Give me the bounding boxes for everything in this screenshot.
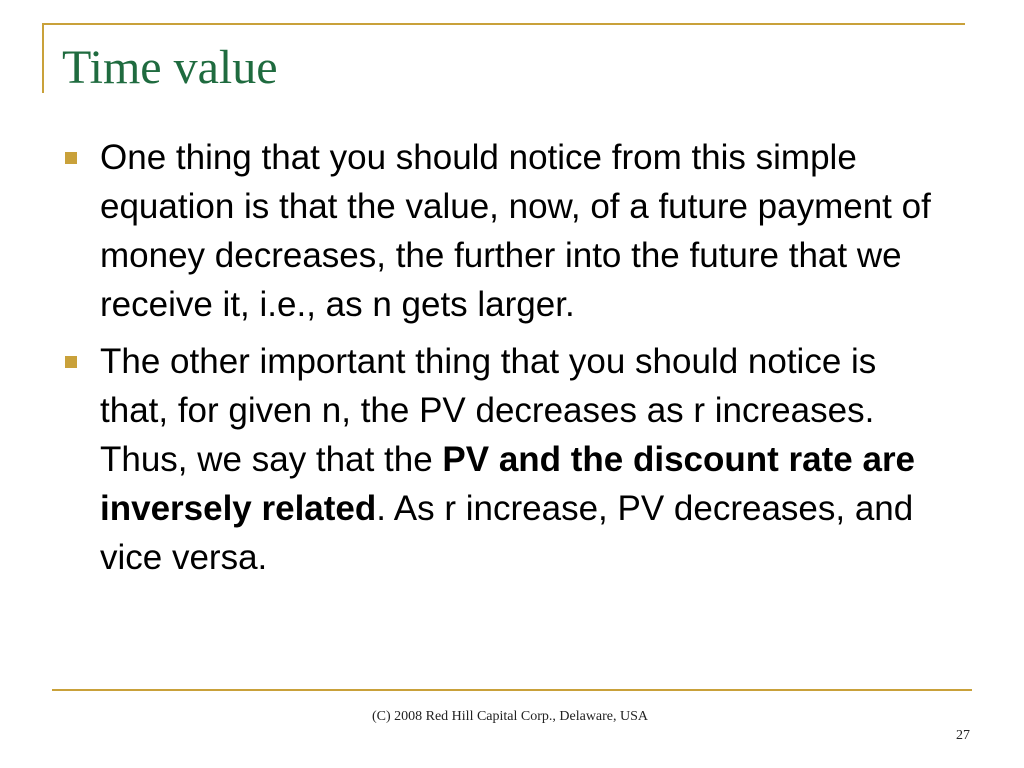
bullet-list bbox=[62, 133, 942, 590]
left-border-line bbox=[42, 23, 44, 93]
bullet-text-2-before: The other important thing that you should notice is that, for given n, the PV decreases as r increases. Thus, we say that the bbox=[100, 342, 877, 479]
bullet-text-2-bold: PV and the discount rate are inversely related bbox=[100, 440, 916, 528]
footer-copyright: (C) 2008 Red Hill Capital Corp., Delaware, USA bbox=[371, 709, 649, 724]
slide-title: Time value bbox=[62, 41, 278, 94]
bottom-border-line bbox=[52, 689, 972, 691]
bullet-text-1: One thing that you should notice from this simple equation is that the value, now, of a future payment of money decreases, the further into the future that we receive it, i.e., as n gets larger. bbox=[100, 138, 931, 324]
page-number: 27 bbox=[956, 728, 970, 743]
top-border-line bbox=[42, 23, 965, 25]
square-bullet-icon bbox=[65, 152, 77, 164]
bullet-item-1 bbox=[62, 133, 942, 329]
bullet-item-2 bbox=[62, 337, 942, 582]
square-bullet-icon bbox=[65, 356, 77, 368]
bullet-text-2-after: . As r increase, PV decreases, and vice versa. bbox=[100, 489, 914, 577]
